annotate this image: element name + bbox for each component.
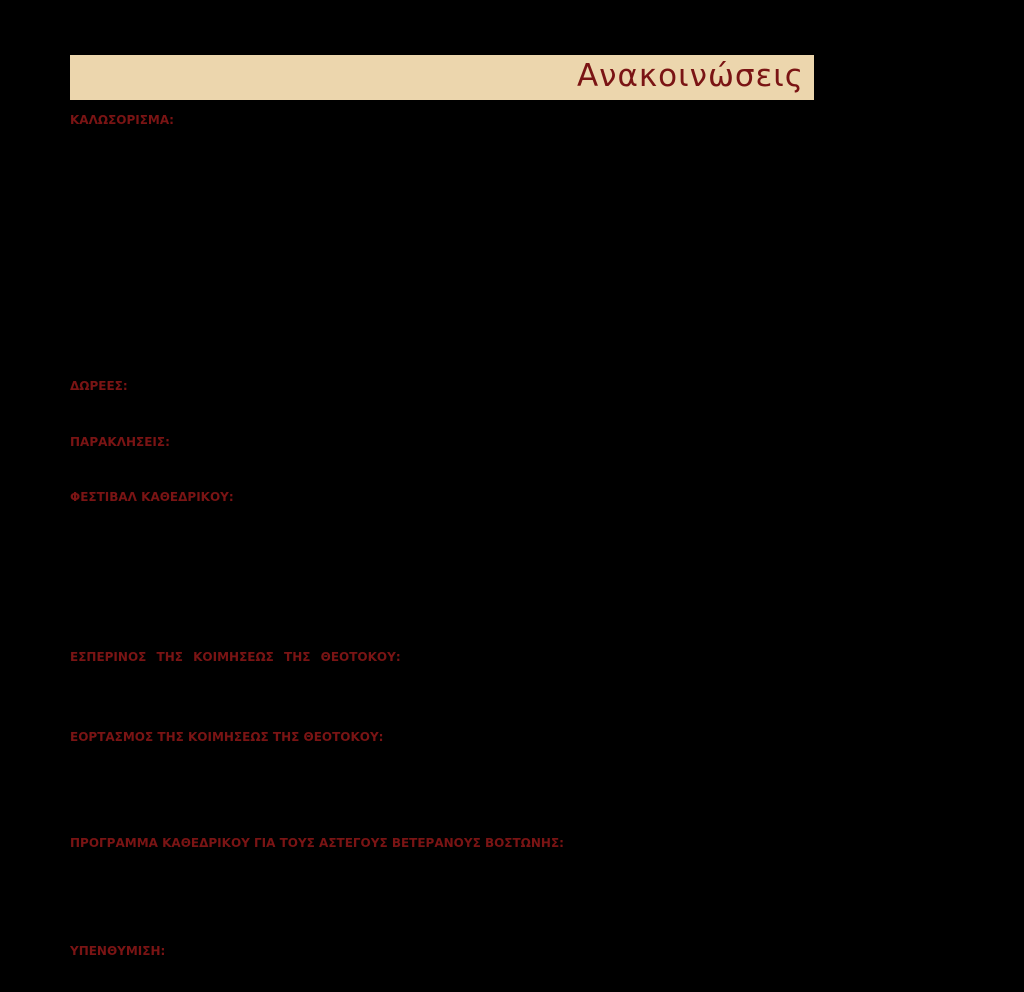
page-title: Ανακοινώσεις <box>576 58 804 94</box>
title-banner <box>70 55 814 100</box>
heading-welcome: ΚΑΛΩΣΟΡΙΣΜΑ: <box>70 113 174 127</box>
heading-veterans-program: ΠΡΟΓΡΑΜΜΑ ΚΑΘΕΔΡΙΚΟΥ ΓΙΑ ΤΟΥΣ ΑΣΤΕΓΟΥΣ ΒΕΤΕΡΑΝΟΥΣ ΒΟΣΤΩΝΗΣ: <box>70 836 564 850</box>
heading-donations: ΔΩΡΕΕΣ: <box>70 379 128 393</box>
heading-paraklesis: ΠΑΡΑΚΛΗΣΕΙΣ: <box>70 435 170 449</box>
heading-feast: ΕΟΡΤΑΣΜΟΣ ΤΗΣ ΚΟΙΜΗΣΕΩΣ ΤΗΣ ΘΕΟΤΟΚΟΥ: <box>70 730 384 744</box>
heading-reminder: ΥΠΕΝΘΥΜΙΣΗ: <box>70 944 166 958</box>
heading-vespers: ΕΣΠΕΡΙΝΟΣ ΤΗΣ ΚΟΙΜΗΣΕΩΣ ΤΗΣ ΘΕΟΤΟΚΟΥ: <box>70 650 401 664</box>
heading-festival: ΦΕΣΤΙΒΑΛ ΚΑΘΕΔΡΙΚΟΥ: <box>70 490 234 504</box>
